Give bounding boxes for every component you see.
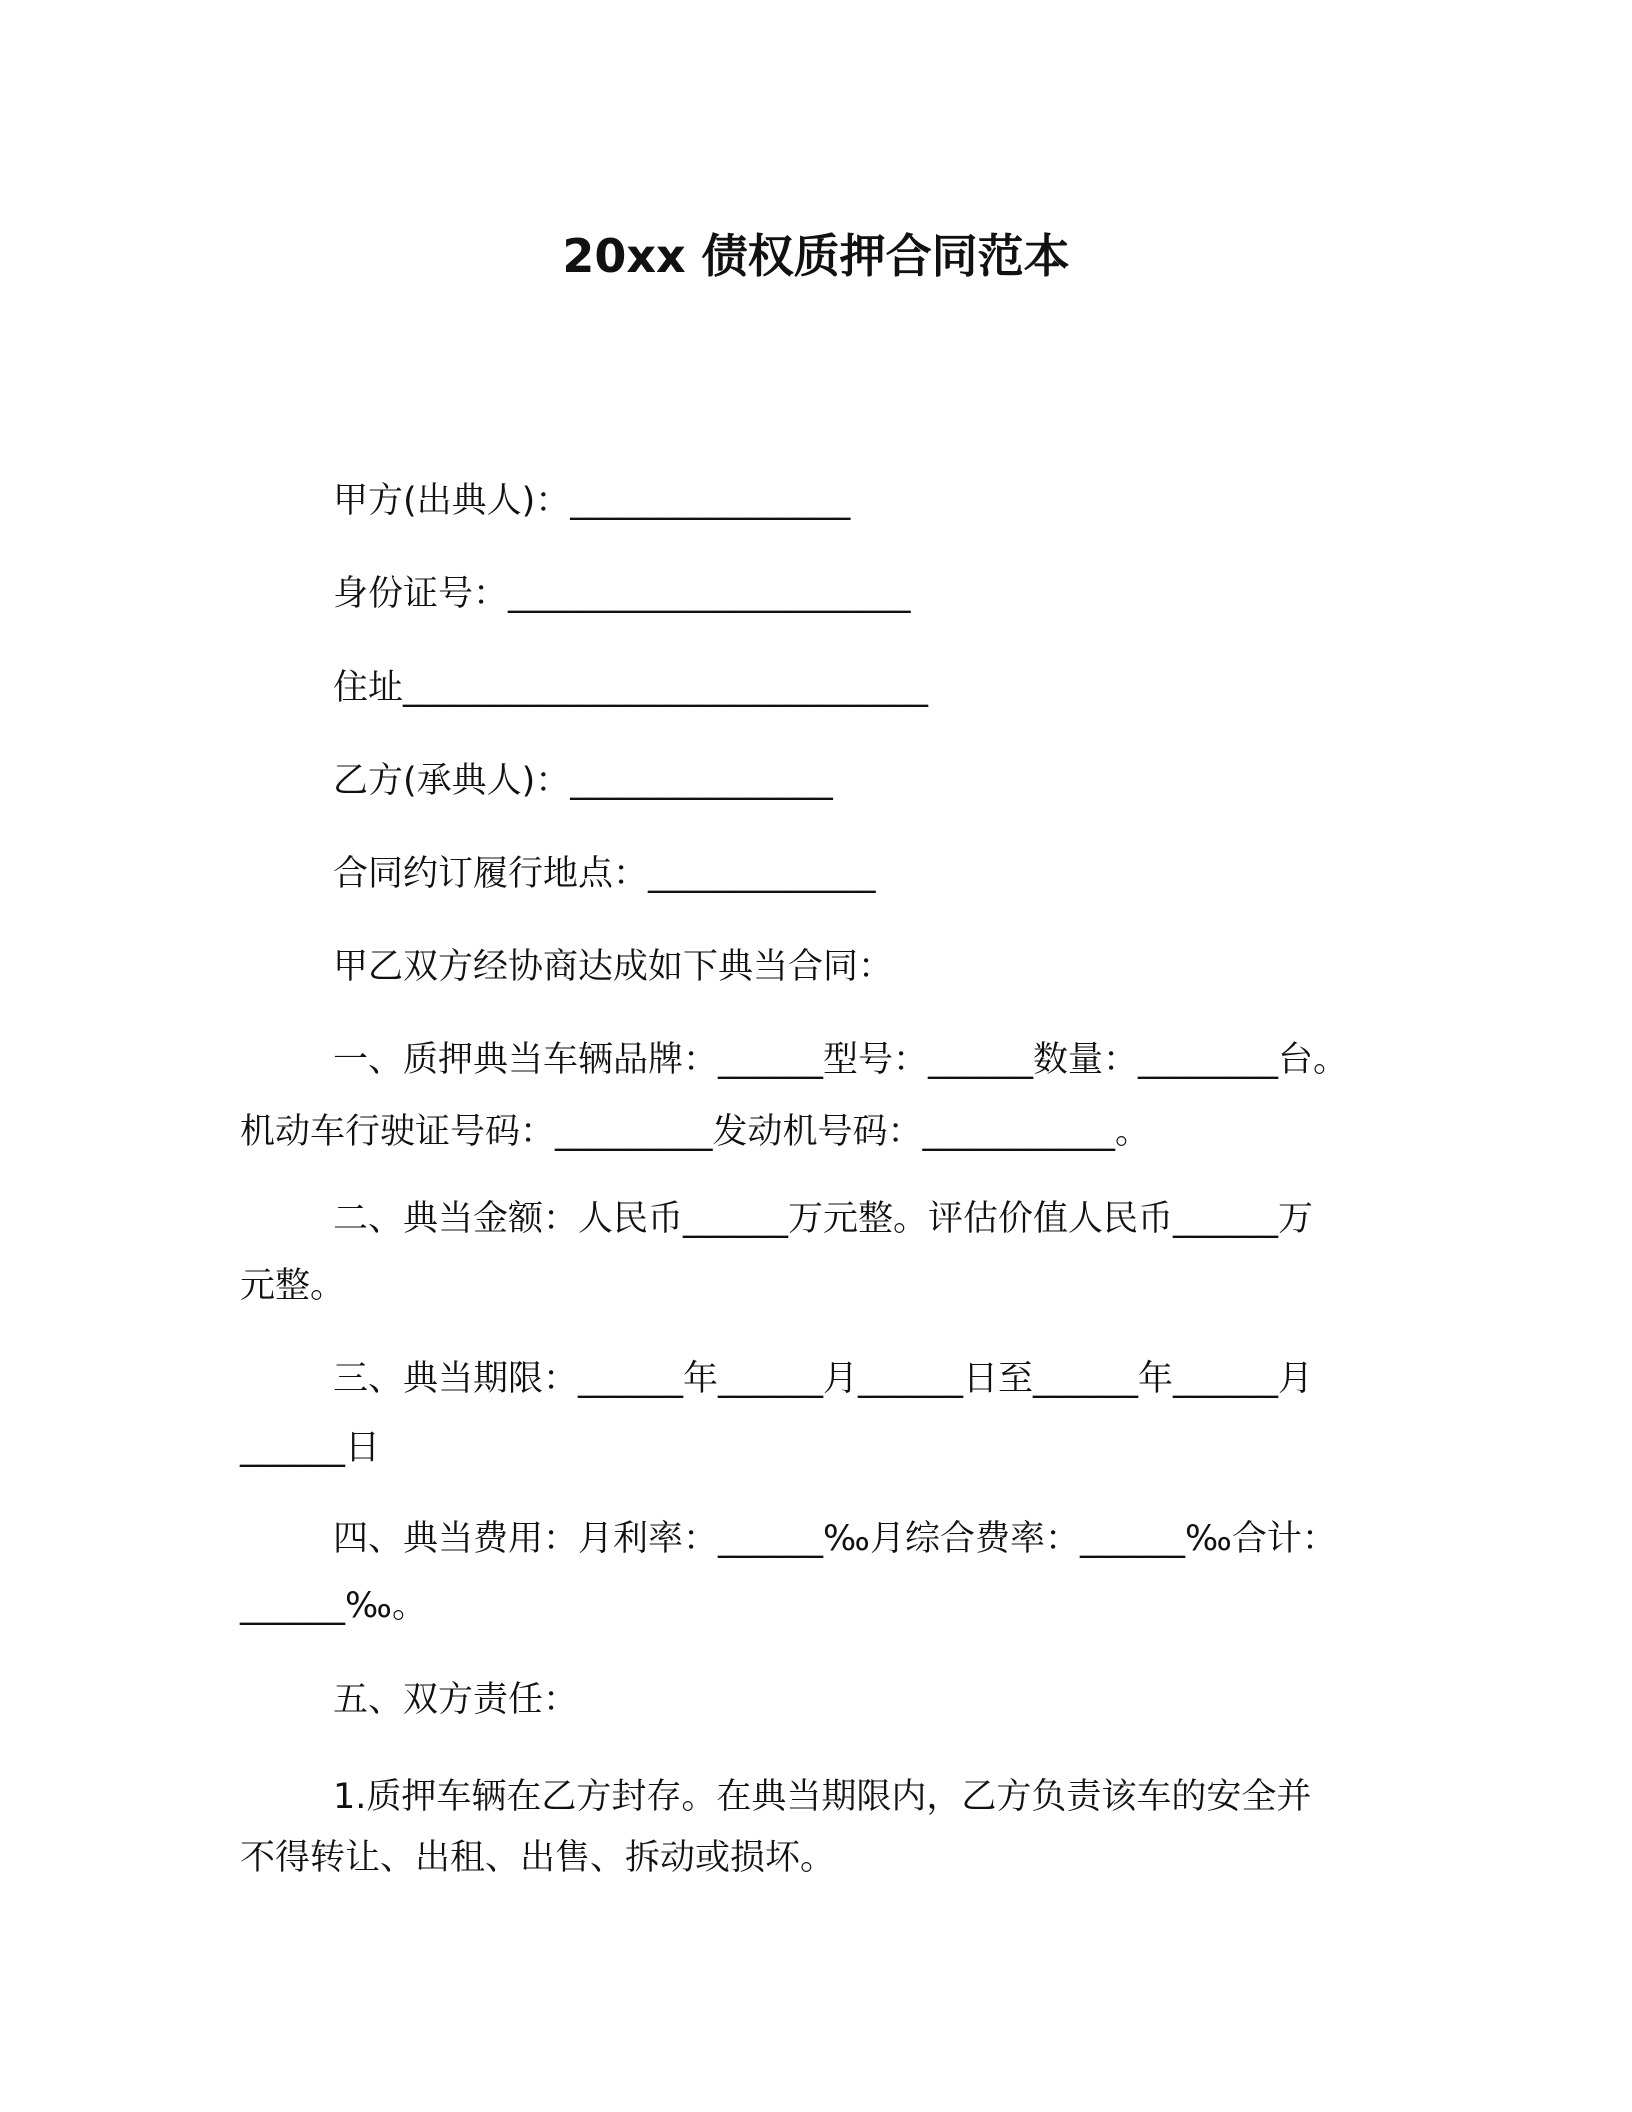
clause-3-line-1: 三、典当期限：______年______月______日至______年______月: [333, 1359, 1314, 1399]
clause-2-line-1: 二、典当金额：人民币______万元整。评估价值人民币______万: [333, 1199, 1314, 1239]
agreement-intro-line: 甲乙双方经协商达成如下典当合同：: [333, 947, 894, 987]
clause-5-item-1-line-1: 1.质押车辆在乙方封存。在典当期限内，乙方负责该车的安全并: [333, 1777, 1312, 1817]
clause-1-line-1: 一、质押典当车辆品牌：______型号：______数量：________台。: [333, 1040, 1349, 1080]
clause-4-line-1: 四、典当费用：月利率：______‰月综合费率：______‰合计：: [333, 1519, 1337, 1559]
clause-3-line-2: ______日: [240, 1428, 381, 1468]
clause-4-line-2: ______‰。: [240, 1586, 427, 1626]
id-number-line: 身份证号：_______________________: [333, 574, 911, 614]
clause-5-item-1-line-2: 不得转让、出租、出售、拆动或损坏。: [240, 1838, 836, 1878]
clause-2-line-2: 元整。: [240, 1266, 346, 1306]
contract-location-line: 合同约订履行地点：_____________: [333, 854, 876, 894]
party-a-line: 甲方(出典人)：________________: [333, 481, 851, 521]
party-b-line: 乙方(承典人)：_______________: [333, 761, 833, 801]
clause-5-heading: 五、双方责任：: [333, 1680, 579, 1720]
document-title: 20xx 债权质押合同范本: [562, 229, 1070, 283]
address-line: 住址______________________________: [333, 668, 929, 708]
clause-1-line-2: 机动车行驶证号码：_________发动机号码：___________。: [240, 1112, 1151, 1152]
